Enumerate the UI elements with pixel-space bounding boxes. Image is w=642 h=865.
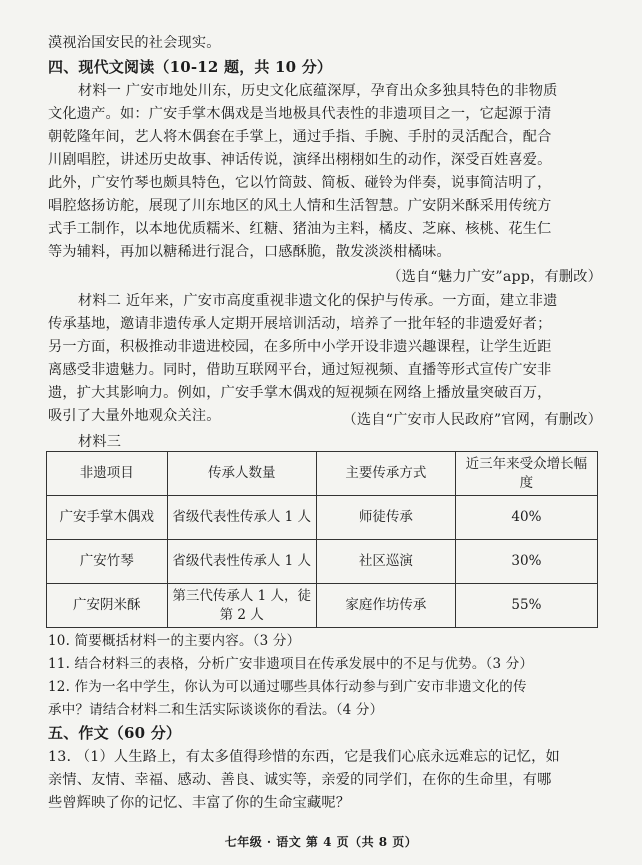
section-heading: 四、现代文阅读（10-12 题，共 10 分） bbox=[48, 58, 333, 76]
page-footer: 七年级 · 语文 第 4 页（共 8 页） bbox=[224, 835, 418, 849]
question-10: 10. 简要概括材料一的主要内容。（3 分） bbox=[48, 633, 301, 649]
table-cell: 广安手掌木偶戏 bbox=[47, 496, 168, 540]
material-2-source: （选自“广安市人民政府”官网，有删改） bbox=[342, 412, 602, 428]
material-2-line: 另一方面，积极推动非遗进校园，在多所中小学开设非遗兴趣课程，让学生近距 bbox=[48, 339, 552, 355]
material-1-line: 等为辅料，再加以糖稀进行混合，口感酥脆，散发淡淡柑橘味。 bbox=[48, 244, 451, 260]
table-cell: 30% bbox=[455, 540, 597, 584]
question-13-line: 亲情、友情、幸福、感动、善良、诚实等，亲爱的同学们，在你的生命里，有哪 bbox=[48, 772, 552, 788]
material-1-line: 式手工制作，以本地优质糯米、红糖、猪油为主料，橘皮、芝麻、核桃、花生仁 bbox=[48, 221, 552, 237]
question-12-line: 12. 作为一名中学生，你认为可以通过哪些具体行动参与到广安市非遗文化的传 bbox=[48, 679, 527, 695]
material-2-line: 传承基地，邀请非遗传承人定期开展培训活动，培养了一批年轻的非遗爱好者； bbox=[48, 316, 552, 332]
material-1-line: 川剧唱腔，讲述历史故事、神话传说，演绎出栩栩如生的动作，深受百姓喜爱。 bbox=[48, 152, 552, 168]
material-2-line: 离感受非遗魅力。同时，借助互联网平台，通过短视频、直播等形式宣传广安非 bbox=[48, 362, 552, 378]
material-1-line: 朝乾隆年间，艺人将木偶套在手掌上，通过手指、手腕、手肘的灵活配合，配合 bbox=[48, 129, 552, 145]
table-header-cell: 非遗项目 bbox=[47, 452, 168, 496]
table-cell: 广安竹琴 bbox=[47, 540, 168, 584]
table-cell: 广安阴米酥 bbox=[47, 584, 168, 628]
table-cell: 省级代表性传承人 1 人 bbox=[167, 540, 316, 584]
question-12-line: 承中？请结合材料二和生活实际谈谈你的看法。（4 分） bbox=[48, 702, 384, 718]
material-1-line: 文化遗产。如：广安手掌木偶戏是当地极具代表性的非遗项目之一，它起源于清 bbox=[48, 106, 552, 122]
material-2-line: 遗，扩大其影响力。例如，广安手掌木偶戏的短视频在网络上播放量突破百万， bbox=[48, 385, 552, 401]
material-1-line: 唱腔悠扬访舵，展现了川东地区的风土人情和生活智慧。广安阴米酥采用传统方 bbox=[48, 198, 552, 214]
table-header-cell: 传承人数量 bbox=[167, 452, 316, 496]
table-cell: 家庭作坊传承 bbox=[316, 584, 455, 628]
question-13-line: 13. （1）人生路上，有太多值得珍惜的东西，它是我们心底永远难忘的记忆，如 bbox=[48, 749, 560, 765]
material-1-source: （选自“魅力广安”app，有删改） bbox=[387, 269, 602, 285]
material-3-title: 材料三 bbox=[78, 434, 122, 450]
table-cell: 第三代传承人 1 人，徒第 2 人 bbox=[167, 584, 316, 628]
material-2-line: 材料二 近年来，广安市高度重视非遗文化的保护与传承。一方面，建立非遗 bbox=[78, 293, 558, 309]
question-13-line: 些曾辉映了你的记忆、丰富了你的生命宝藏呢？ bbox=[48, 795, 351, 811]
material-1-line: 材料一 广安市地处川东，历史文化底蕴深厚，孕育出众多独具特色的非物质 bbox=[78, 83, 558, 99]
table-cell: 省级代表性传承人 1 人 bbox=[167, 496, 316, 540]
material-1-line: 此外，广安竹琴也颇具特色，它以竹筒鼓、简板、碰铃为伴奏，说事简洁明了， bbox=[48, 175, 552, 191]
table-cell: 40% bbox=[455, 496, 597, 540]
material-2-line: 吸引了大量外地观众关注。 bbox=[48, 408, 221, 424]
table-header-row bbox=[47, 452, 598, 496]
table-header-cell: 主要传承方式 bbox=[316, 452, 455, 496]
table-row bbox=[47, 496, 598, 540]
table-cell: 师徒传承 bbox=[316, 496, 455, 540]
table-row bbox=[47, 584, 598, 628]
section-heading: 五、作文（60 分） bbox=[48, 724, 182, 742]
question-11: 11. 结合材料三的表格，分析广安非遗项目在传承发展中的不足与优势。（3 分） bbox=[48, 656, 534, 672]
text-line: 漠视治国安民的社会现实。 bbox=[48, 35, 221, 51]
table-cell: 55% bbox=[455, 584, 597, 628]
table-row bbox=[47, 540, 598, 584]
table-header-cell: 近三年来受众增长幅度 bbox=[455, 452, 597, 496]
material-3-table bbox=[46, 451, 598, 628]
table-cell: 社区巡演 bbox=[316, 540, 455, 584]
